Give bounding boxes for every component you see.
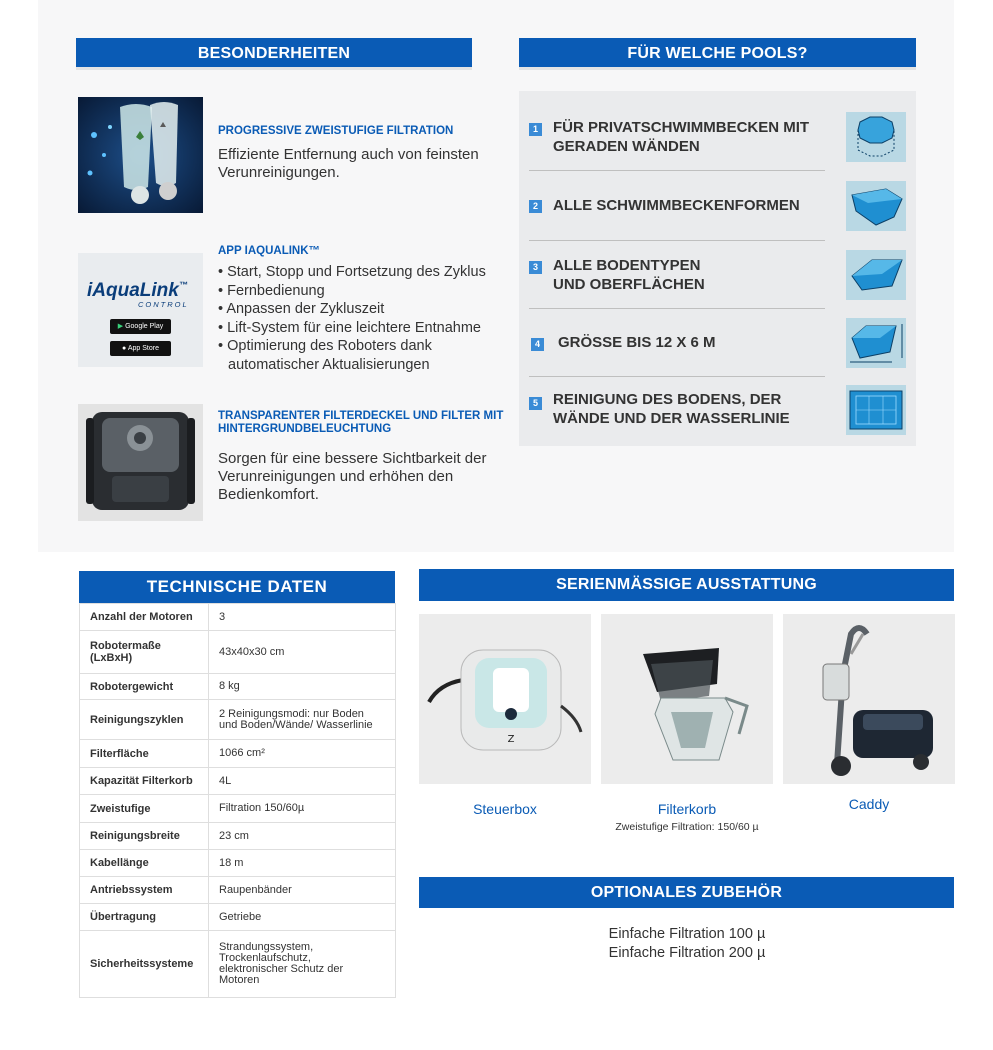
- filter-basket-image: [601, 614, 773, 784]
- tech-value: Filtration 150/60µ: [209, 795, 396, 823]
- tech-key: Kapazität Filterkorb: [80, 768, 209, 795]
- feature-filtration-body: Effiziente Entfernung auch von feinsten Verunreinigungen.: [218, 146, 479, 181]
- iaqualink-logo-card: [78, 253, 203, 367]
- pool-text: REINIGUNG DES BODENS, DER WÄNDE UND DER WASSERLINIE: [553, 391, 790, 427]
- tech-value: 3: [209, 604, 396, 631]
- control-box-image: [419, 614, 591, 784]
- pool-number: 2: [529, 200, 542, 213]
- iaqualink-logo-sub: CONTROL: [138, 300, 189, 309]
- equipment-label-control-box: Steuerbox: [473, 801, 537, 817]
- feature-app-title: APP IAQUALINK™: [218, 245, 321, 257]
- tech-key: Robotermaße (LxBxH): [80, 631, 209, 674]
- tech-key: Reinigungszyklen: [80, 700, 209, 740]
- tech-key: Übertragung: [80, 904, 209, 931]
- tech-key: Antriebssystem: [80, 877, 209, 904]
- equipment-label-caddy: Caddy: [848, 796, 890, 812]
- table-row: [80, 931, 396, 998]
- optional-item: Einfache Filtration 100 µ: [608, 926, 766, 942]
- feature-app: [78, 245, 518, 373]
- caddy-image: [783, 614, 955, 784]
- tech-value: 23 cm: [209, 823, 396, 850]
- feature-app-list: [218, 263, 518, 374]
- tech-heading: TECHNISCHE DATEN: [79, 571, 395, 603]
- features-heading: BESONDERHEITEN: [76, 38, 472, 70]
- iaqualink-logo: iAquaLink™: [87, 280, 188, 301]
- table-row: [80, 904, 396, 931]
- tech-value: 2 Reinigungsmodi: nur Boden und Boden/Wände/ Wasserlinie: [209, 700, 396, 740]
- pools-panel: [519, 91, 916, 446]
- pool-number: 1: [529, 123, 542, 136]
- tech-key: Sicherheitssysteme: [80, 931, 209, 998]
- tech-value: 8 kg: [209, 674, 396, 700]
- tech-value: 1066 cm²: [209, 740, 396, 768]
- equipment-sub-filter-basket: Zweistufige Filtration: 150/60 µ: [615, 821, 759, 833]
- app-store-badge[interactable]: ● App Store: [110, 341, 171, 356]
- list-item: • Anpassen der Zykluszeit: [218, 300, 518, 319]
- list-item: • Optimierung des Roboters dank automatischer Aktualisierungen: [218, 337, 518, 374]
- feature-filter-cover-body: Sorgen für eine bessere Sichtbarkeit der Verunreinigungen und erhöhen den Bedienkomfort.: [218, 450, 487, 503]
- tech-value: 4L: [209, 768, 396, 795]
- equipment-heading: SERIENMÄSSIGE AUSSTATTUNG: [419, 569, 954, 601]
- tech-key: Anzahl der Motoren: [80, 604, 209, 631]
- table-row: [80, 850, 396, 877]
- table-row: [80, 604, 396, 631]
- table-row: [80, 823, 396, 850]
- table-row: [80, 795, 396, 823]
- pool-text: GRÖSSE BIS 12 X 6 M: [558, 334, 716, 351]
- feature-filter-cover-title: TRANSPARENTER FILTERDECKEL UND FILTER MIT HINTERGRUNDBELEUCHTUNG: [218, 410, 504, 435]
- table-row: [80, 674, 396, 700]
- google-play-badge[interactable]: ▶ Google Play: [110, 319, 171, 334]
- pool-size-icon: [846, 318, 906, 368]
- feature-filtration-title: PROGRESSIVE ZWEISTUFIGE FILTRATION: [218, 125, 454, 137]
- optional-list: [520, 925, 854, 963]
- optional-item: Einfache Filtration 200 µ: [608, 945, 766, 961]
- feature-filtration: [78, 97, 518, 213]
- pool-divider: [529, 308, 825, 309]
- equipment-label-filter-basket: Filterkorb: [657, 801, 717, 817]
- table-row: [80, 631, 396, 674]
- pool-divider: [529, 240, 825, 241]
- table-row: [80, 768, 396, 795]
- tech-key: Robotergewicht: [80, 674, 209, 700]
- table-row: [80, 740, 396, 768]
- feature-filter-cover: [78, 404, 518, 521]
- tech-value: 43x40x30 cm: [209, 631, 396, 674]
- floor-type-pool-icon: [846, 250, 906, 300]
- freeform-pool-icon: [846, 181, 906, 231]
- pool-text: ALLE SCHWIMMBECKENFORMEN: [553, 197, 800, 214]
- list-item: • Start, Stopp und Fortsetzung des Zyklus: [218, 263, 518, 282]
- tech-value: Raupenbänder: [209, 877, 396, 904]
- pool-number: 3: [529, 261, 542, 274]
- pool-number: 4: [531, 338, 544, 351]
- cleaning-zones-icon: [846, 385, 906, 435]
- tech-key: Reinigungsbreite: [80, 823, 209, 850]
- svg-text:Z: Z: [507, 734, 515, 745]
- tech-value: Strandungssystem, Trockenlaufschutz, elektronischer Schutz der Motoren: [209, 931, 396, 998]
- tech-key: Zweistufige: [80, 795, 209, 823]
- apple-icon: ●: [122, 345, 127, 352]
- pools-heading: FÜR WELCHE POOLS?: [519, 38, 916, 70]
- pool-number: 5: [529, 397, 542, 410]
- tech-value: Getriebe: [209, 904, 396, 931]
- filtration-image: [78, 97, 203, 213]
- tech-key: Filterfläche: [80, 740, 209, 768]
- optional-heading: OPTIONALES ZUBEHÖR: [419, 877, 954, 908]
- pool-divider: [529, 376, 825, 377]
- pool-text: ALLE BODENTYPEN UND OBERFLÄCHEN: [553, 257, 705, 293]
- robot-top-image: [78, 404, 203, 521]
- table-row: [80, 700, 396, 740]
- tech-key: Kabellänge: [80, 850, 209, 877]
- table-row: [80, 877, 396, 904]
- round-pool-icon: [846, 112, 906, 162]
- pool-text: FÜR PRIVATSCHWIMMBECKEN MIT GERADEN WÄNDEN: [553, 119, 810, 155]
- pool-divider: [529, 170, 825, 171]
- list-item: • Fernbedienung: [218, 282, 518, 301]
- tech-table: [79, 603, 396, 998]
- tech-value: 18 m: [209, 850, 396, 877]
- list-item: • Lift-System für eine leichtere Entnahme: [218, 319, 518, 338]
- play-icon: ▶: [117, 323, 124, 330]
